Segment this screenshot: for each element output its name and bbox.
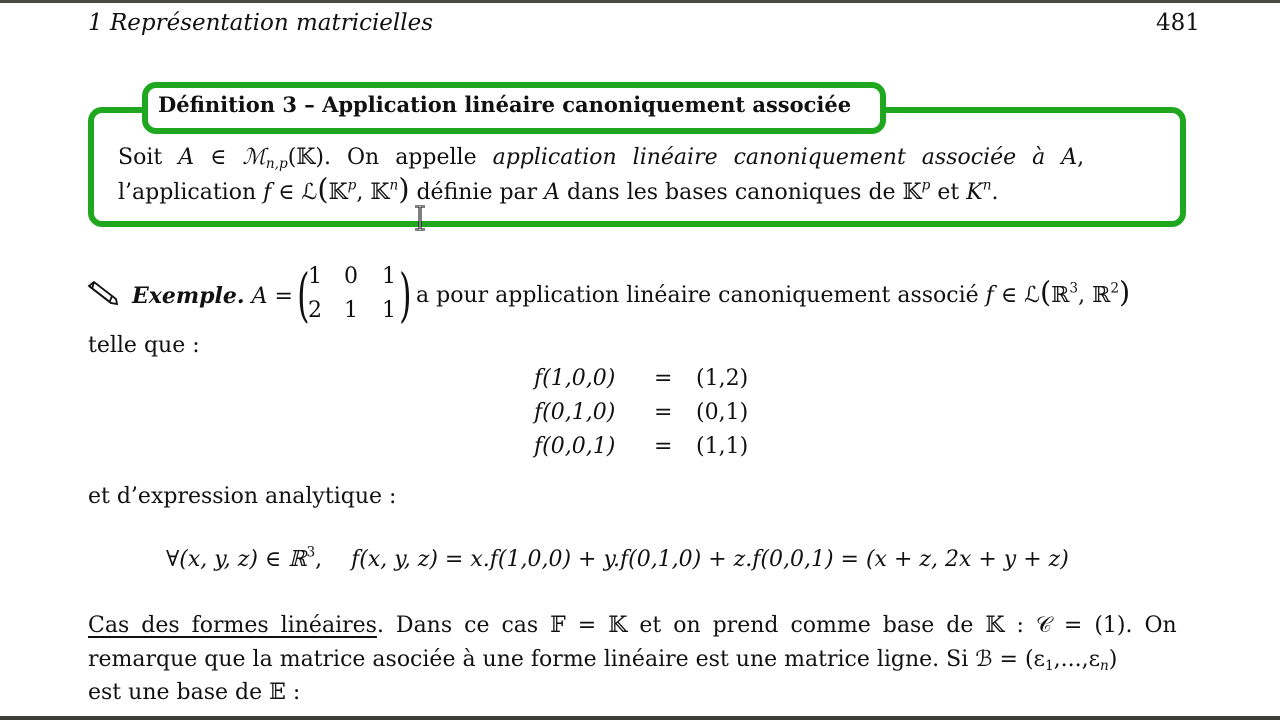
telle-que: telle que : — [88, 333, 200, 358]
math-exp: 3 — [306, 544, 316, 561]
image-eq: = — [654, 434, 673, 459]
image-rhs: (1,2) — [696, 366, 749, 391]
linear-forms-line-2 — [88, 647, 1118, 675]
math-K: K — [966, 180, 983, 205]
image-rhs: (1,1) — [696, 434, 749, 459]
text-cursor-icon — [413, 205, 427, 231]
image-lhs: f(0,1,0) — [534, 400, 616, 425]
image-eq: = — [654, 366, 673, 391]
paren: ) — [398, 172, 410, 206]
matrix-cell: 1 — [344, 298, 358, 323]
math-exp: p — [347, 177, 357, 194]
example-label: Exemple. — [132, 283, 245, 309]
image-lhs: f(0,0,1) — [534, 434, 616, 459]
text: . Dans ce cas 𝔽 = 𝕂 et on prend comme base de 𝕂 : 𝒞 = (1). On — [376, 613, 1177, 638]
matrix-cell: 0 — [344, 264, 358, 289]
text: ) — [1108, 647, 1118, 672]
page-number: 481 — [1156, 10, 1200, 36]
analytic-intro: et d’expression analytique : — [88, 484, 397, 509]
text: . — [991, 180, 999, 205]
text: ,...,ε — [1053, 647, 1101, 672]
math-K: 𝕂 — [328, 180, 348, 205]
image-lhs: f(1,0,0) — [534, 366, 616, 391]
math-K: 𝕂 — [370, 180, 390, 205]
example-sentence: a pour application linéaire canoniquement associé f ∈ ℒ(ℝ$^3$, ℝ$^2$) — [416, 275, 1131, 309]
text: l’application — [118, 180, 264, 205]
matrix-cell: 1 — [308, 264, 322, 289]
example-label-line — [132, 283, 293, 309]
viewer-top-border — [0, 0, 1280, 3]
linear-forms-line-3: est une base de 𝔼 : — [88, 680, 301, 705]
math-forall: ∀(x, y, z) ∈ ℝ — [166, 547, 307, 572]
text: définie par — [409, 180, 545, 205]
viewer-bottom-border — [0, 716, 1280, 720]
math-A-eq: A = — [251, 284, 293, 309]
text: a pour application linéaire canoniquement associé — [416, 283, 979, 308]
text: , — [1077, 145, 1085, 170]
math-f: f — [985, 283, 994, 308]
math-R: ℝ — [1051, 283, 1070, 308]
text: et — [930, 180, 967, 205]
math-A: A — [178, 145, 195, 170]
definition-line-1 — [118, 145, 1085, 173]
math-f: f — [263, 180, 272, 205]
math-exp: 2 — [1110, 280, 1120, 297]
math-sub: 1 — [1044, 658, 1054, 675]
image-eq: = — [654, 400, 673, 425]
math-R: ℝ — [1092, 283, 1111, 308]
text: , — [356, 180, 371, 205]
math-expression: f(x, y, z) = x.f(1,0,0) + y.f(0,1,0) + z.f(0,0,1) = (x + z, 2x + y + z) — [351, 547, 1069, 572]
text: remarque que la matrice asociée à une forme linéaire est une matrice ligne. Si ℬ = (ε — [88, 647, 1045, 672]
definition-line-2 — [118, 172, 999, 206]
math-sub: n — [1100, 658, 1109, 675]
math-K: 𝕂 — [902, 180, 922, 205]
image-rhs: (0,1) — [696, 400, 749, 425]
math-M: ℳ — [242, 145, 266, 170]
paren: ( — [317, 172, 329, 206]
text: ∈ ℒ — [271, 180, 318, 205]
matrix-left-paren: ( — [297, 261, 310, 329]
math-exp: n — [389, 177, 399, 194]
matrix-right-paren: ) — [399, 261, 412, 329]
math-sub: n,p — [265, 156, 288, 173]
text: Soit — [118, 145, 179, 170]
matrix-cell: 1 — [382, 264, 396, 289]
matrix-cell: 1 — [382, 298, 396, 323]
text: (𝕂). On appelle — [287, 145, 493, 170]
text: , — [315, 547, 323, 572]
pencil-icon — [86, 280, 120, 306]
definition-title: Définition 3 – Application linéaire canoniquement associée — [158, 92, 852, 117]
text: ∈ — [194, 145, 243, 170]
math-exp: n — [982, 177, 992, 194]
text: ∈ ℒ — [993, 283, 1040, 308]
linear-forms-heading: Cas des formes linéaires — [88, 613, 377, 638]
math-A: A — [544, 180, 561, 205]
math-exp: p — [921, 177, 931, 194]
linear-forms-line-1 — [88, 613, 1177, 638]
math-exp: 3 — [1069, 280, 1079, 297]
matrix-cell: 2 — [308, 298, 322, 323]
running-head: 1 Représentation matricielles — [88, 10, 434, 36]
definition-term: application linéaire canoniquement associée à A — [492, 145, 1078, 170]
matrix-A — [297, 261, 412, 329]
text: dans les bases canoniques de — [560, 180, 903, 205]
analytic-expression — [166, 544, 1069, 572]
